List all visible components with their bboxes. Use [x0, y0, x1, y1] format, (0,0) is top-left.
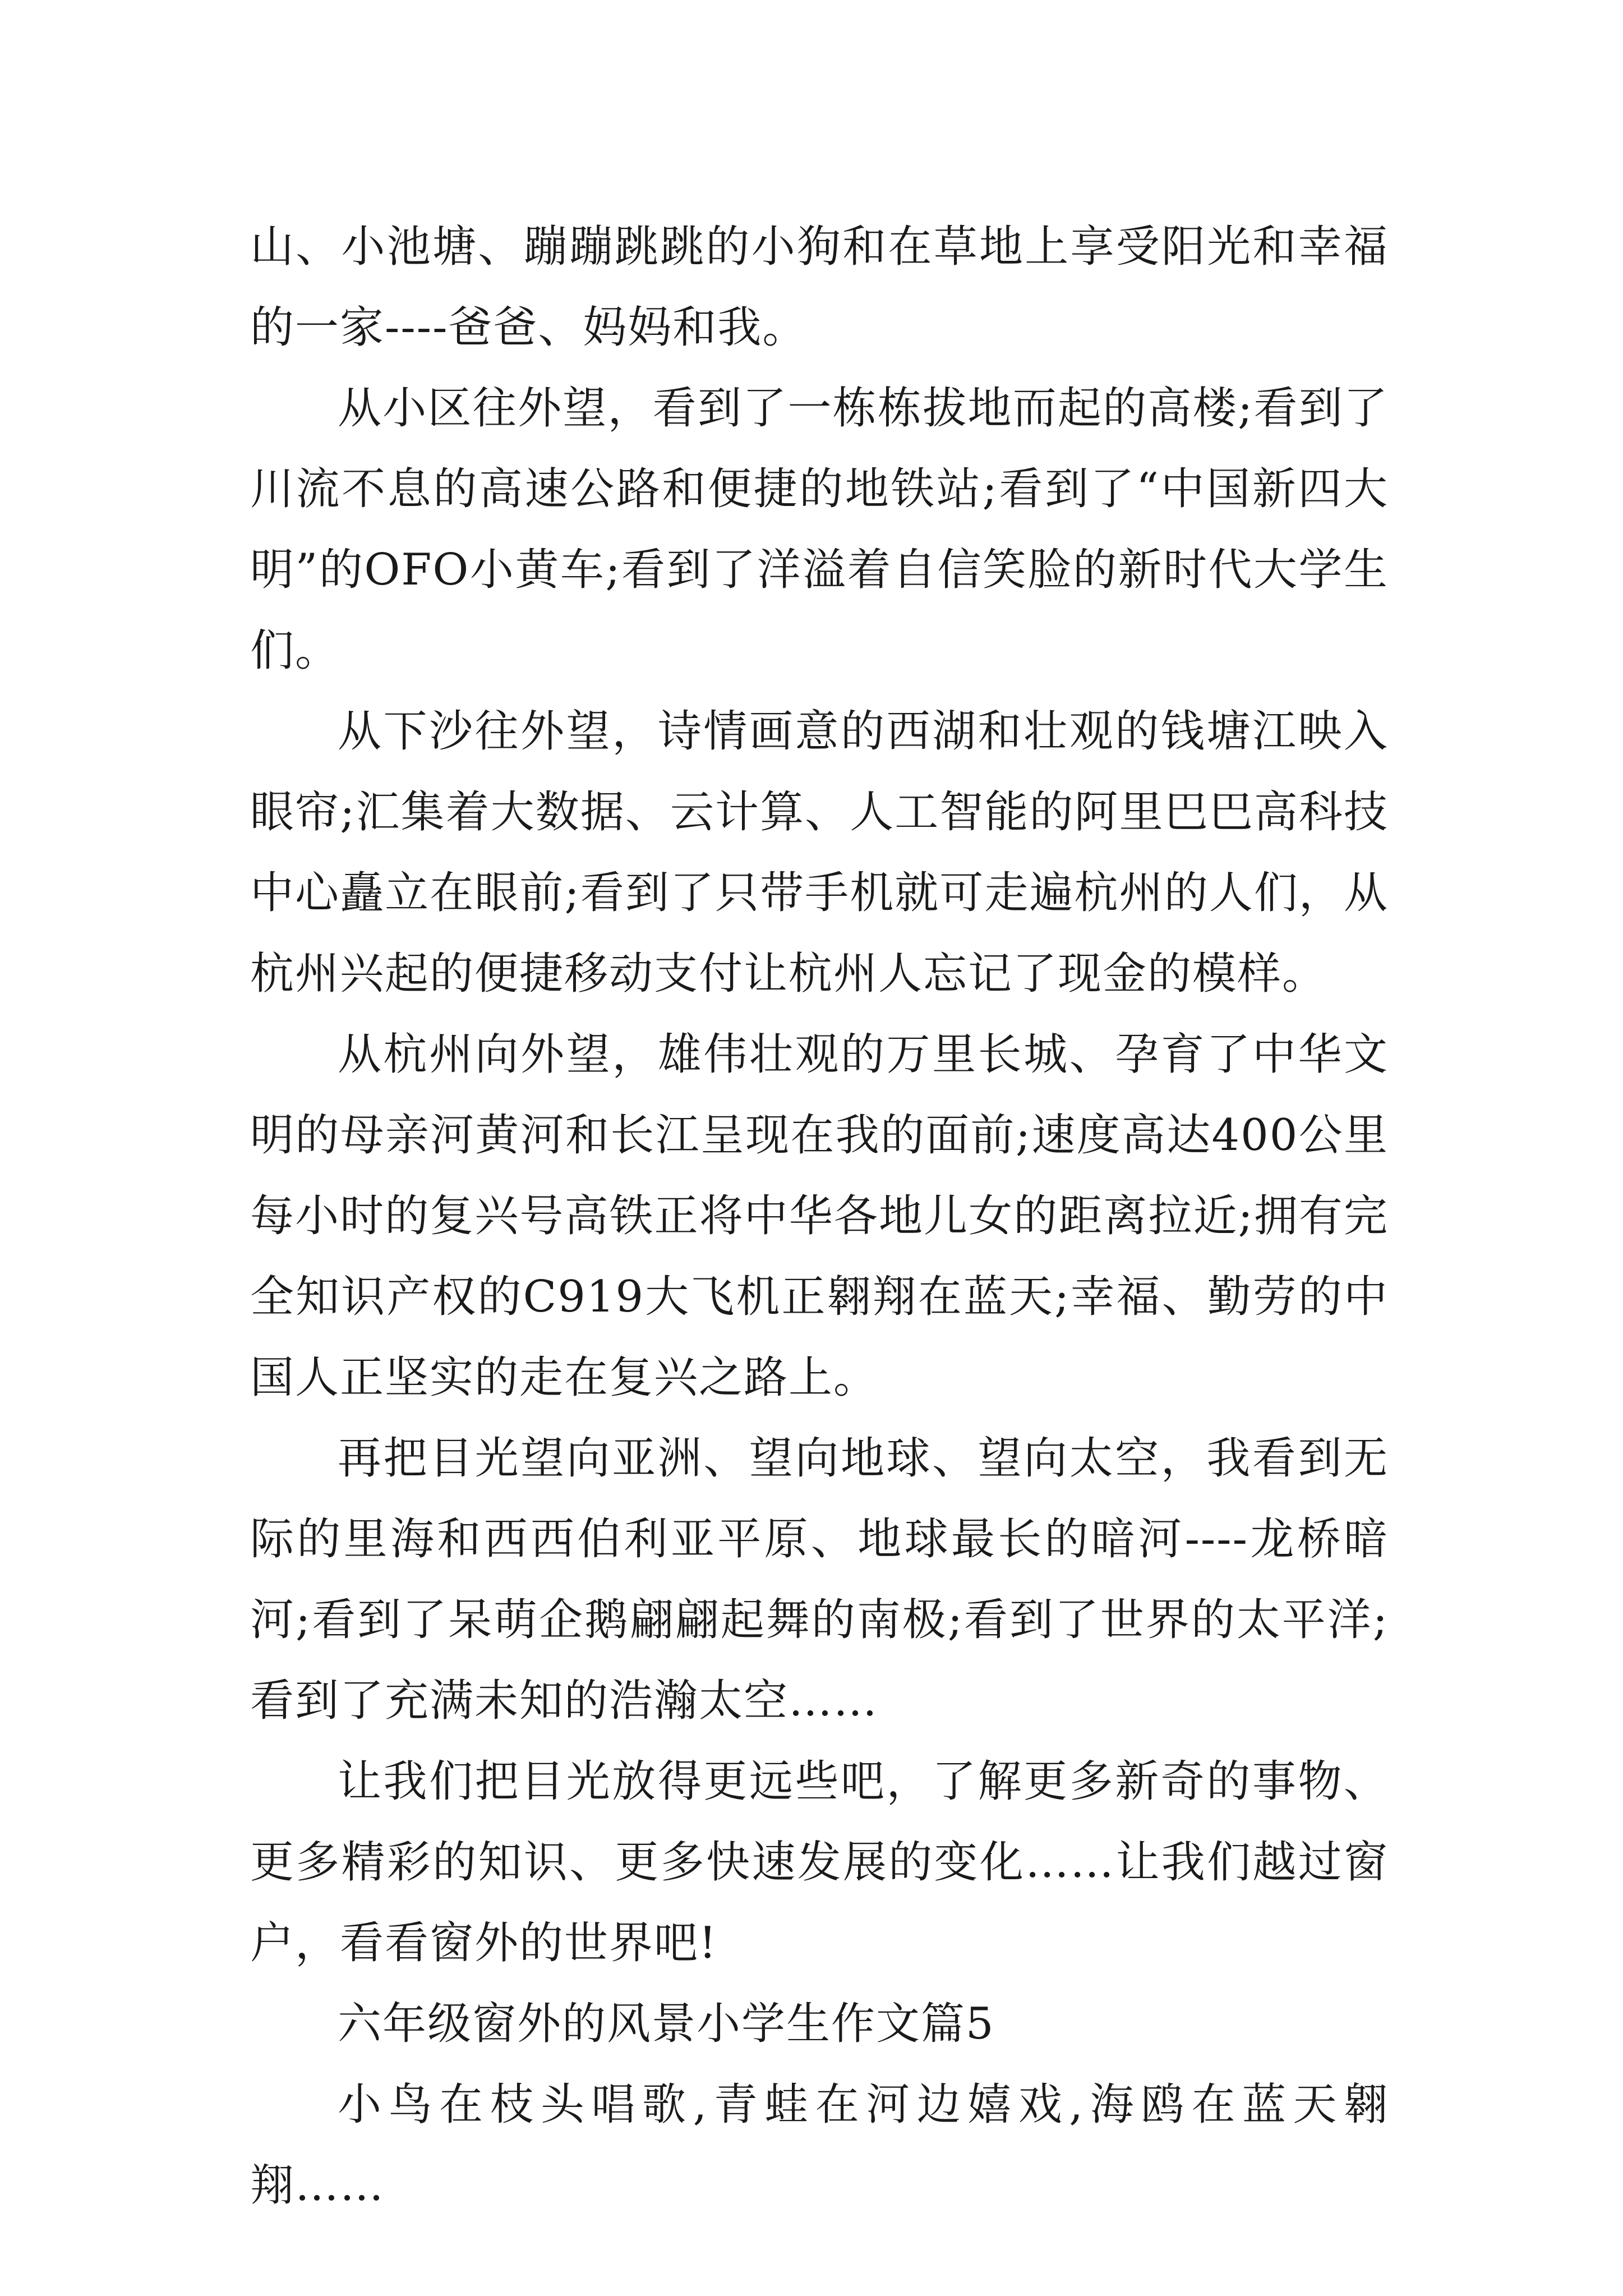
paragraph-essay-5-opening: 小鸟在枝头唱歌,青蛙在河边嬉戏,海鸥在蓝天翱翔…… — [250, 2079, 1389, 2211]
paragraph-conclusion: 让我们把目光放得更远些吧，了解更多新奇的事物、更多精彩的知识、更多快速发展的变化……让我们越过窗户，看看窗外的世界吧! — [250, 1756, 1389, 1968]
paragraph-community-view: 从小区往外望，看到了一栋栋拔地而起的高楼;看到了川流不息的高速公路和便捷的地铁站;看到了“中国新四大明”的OFO小黄车;看到了洋溢着自信笑脸的新时代大学生们。 — [250, 383, 1389, 676]
document-body — [250, 206, 1389, 2226]
essay-heading: 六年级窗外的风景小学生作文篇5 — [338, 1999, 995, 2049]
paragraph-hangzhou-view: 从杭州向外望，雄伟壮观的万里长城、孕育了中华文明的母亲河黄河和长江呈现在我的面前;速度高达400公里每小时的复兴号高铁正将中华各地儿女的距离拉近;拥有完全知识产权的C919大飞机正翱翔在蓝天;幸福、勤劳的中国人正坚实的走在复兴之路上。 — [250, 1029, 1389, 1403]
paragraph-world-view: 再把目光望向亚洲、望向地球、望向太空，我看到无际的里海和西西伯利亚平原、地球最长的暗河----龙桥暗河;看到了呆萌企鹅翩翩起舞的南极;看到了世界的太平洋;看到了充满未知的浩瀚太空…… — [250, 1433, 1389, 1726]
paragraph-continuation: 山、小池塘、蹦蹦跳跳的小狗和在草地上享受阳光和幸福的一家----爸爸、妈妈和我。 — [250, 222, 1389, 353]
paragraph-xiasha-view: 从下沙往外望，诗情画意的西湖和壮观的钱塘江映入眼帘;汇集着大数据、云计算、人工智能的阿里巴巴高科技中心矗立在眼前;看到了只带手机就可走遍杭州的人们，从杭州兴起的便捷移动支付让杭州人忘记了现金的模样。 — [250, 706, 1389, 999]
